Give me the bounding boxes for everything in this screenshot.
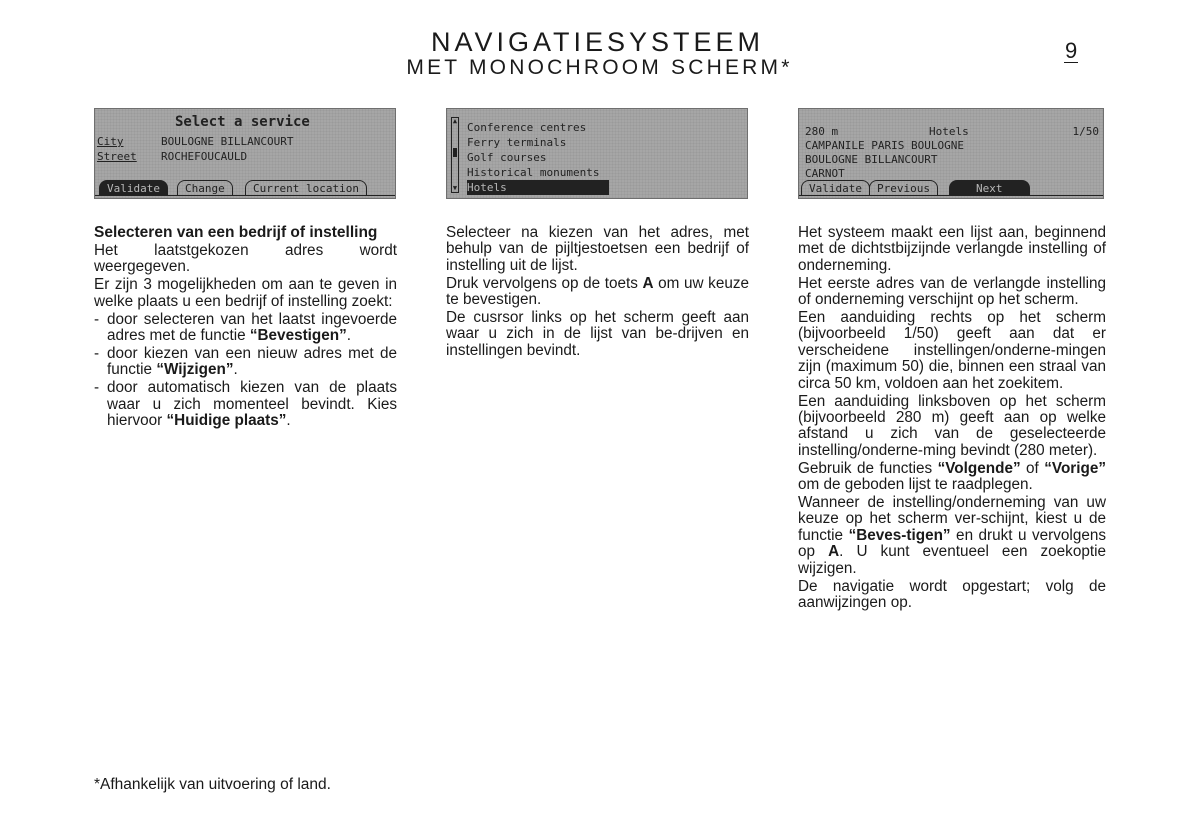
paragraph: Selecteer na kiezen van het adres, met behulp van de pijltjestoetsen een bedrijf of instelling uit de lijst. <box>446 224 749 274</box>
scroll-cursor <box>453 148 457 157</box>
category-value: Hotels <box>929 125 969 138</box>
result-line: CAMPANILE PARIS BOULOGNE <box>805 139 964 152</box>
street-value: ROCHEFOUCAULD <box>161 150 248 163</box>
city-value: BOULOGNE BILLANCOURT <box>161 135 294 148</box>
paragraph: De navigatie wordt opgestart; volg de aanwijzingen op. <box>798 577 1106 611</box>
validate-tab: Validate <box>801 180 870 196</box>
result-count: 1/50 <box>1072 125 1099 138</box>
scroll-up-arrow-icon: ▲ <box>452 117 458 125</box>
change-tab: Change <box>177 180 233 196</box>
screen-title: Select a service <box>175 114 310 130</box>
result-line: CARNOT <box>805 167 845 180</box>
list-item: Ferry terminals <box>467 136 567 149</box>
validate-tab: Validate <box>99 180 168 196</box>
column-1 <box>94 225 397 431</box>
city-label: City <box>97 135 124 148</box>
distance-value: 280 m <box>805 125 839 138</box>
list-item: - door automatisch kiezen van de plaats waar u zich momenteel bevindt. Kies hiervoor “Huidige plaats”. <box>94 380 397 429</box>
column-2 <box>446 225 749 361</box>
list-item: - door selecteren van het laatst ingevoerde adres met de functie “Bevestigen”. <box>94 312 397 345</box>
lcd-screen-result <box>798 108 1104 199</box>
paragraph: Gebruik de functies “Volgende” of “Vorige” om de geboden lijst te raadplegen. <box>798 459 1106 494</box>
paragraph: Het laatstgekozen adres wordt weergegeven. <box>94 241 397 276</box>
scrollbar <box>451 117 459 193</box>
paragraph: Er zijn 3 mogelijkheden om aan te geven in welke plaats u een bedrijf of instelling zoekt: <box>94 276 397 310</box>
page-number: 9 <box>1065 38 1078 63</box>
paragraph: Wanneer de instelling/onderneming van uw keuze op het scherm ver-schijnt, kiest u de functie “Beves-tigen” en drukt u vervolgens op A. U kunt eventueel een zoekoptie wijzigen. <box>798 494 1106 577</box>
previous-tab: Previous <box>869 180 938 196</box>
street-label: Street <box>97 150 137 163</box>
paragraph: Een aanduiding linksboven op het scherm (bijvoorbeeld 280 m) geeft aan op welke afstand u zich van de geselecteerde instelling/onderne-ming bevindt (280 meter). <box>798 392 1106 459</box>
options-list <box>94 312 397 430</box>
lcd-screen-service-list <box>446 108 748 199</box>
scroll-down-arrow-icon: ▼ <box>452 184 458 192</box>
page-subtitle: MET MONOCHROOM SCHERM* <box>406 56 793 79</box>
list-item: Golf courses <box>467 151 547 164</box>
list-item: Historical monuments <box>467 166 600 179</box>
list-item-selected: Hotels <box>467 180 609 195</box>
paragraph: De cusrsor links op het scherm geeft aan waar u zich in de lijst van be-drijven en instellingen bevindt. <box>446 309 749 359</box>
paragraph: Een aanduiding rechts op het scherm (bijvoorbeeld 1/50) geeft aan dat er verscheidene instellingen/onderne-mingen zijn (maximum 50) die, binnen een straal van circa 50 km, voldoen aan het zoekitem. <box>798 309 1106 392</box>
current-location-tab: Current location <box>245 180 367 196</box>
paragraph: Druk vervolgens op de toets A om uw keuze te bevestigen. <box>446 274 750 309</box>
page-header <box>0 28 1191 79</box>
list-item: - door kiezen van een nieuw adres met de functie “Wijzigen”. <box>94 346 397 379</box>
list-item: Conference centres <box>467 121 587 134</box>
result-line: BOULOGNE BILLANCOURT <box>805 153 938 166</box>
section-heading: Selecteren van een bedrijf of instelling <box>94 224 378 241</box>
paragraph: Het eerste adres van de verlangde instelling of onderneming verschijnt op het scherm. <box>798 274 1106 309</box>
lcd-screen-select-service <box>94 108 396 199</box>
page-title: NAVIGATIESYSTEEM <box>430 27 765 57</box>
next-tab: Next <box>949 180 1030 196</box>
paragraph: Het systeem maakt een lijst aan, beginnend met de dichtstbijzijnde verlangde instelling of onderneming. <box>798 224 1106 274</box>
column-3 <box>798 225 1106 613</box>
footnote: *Afhankelijk van uitvoering of land. <box>94 776 331 793</box>
